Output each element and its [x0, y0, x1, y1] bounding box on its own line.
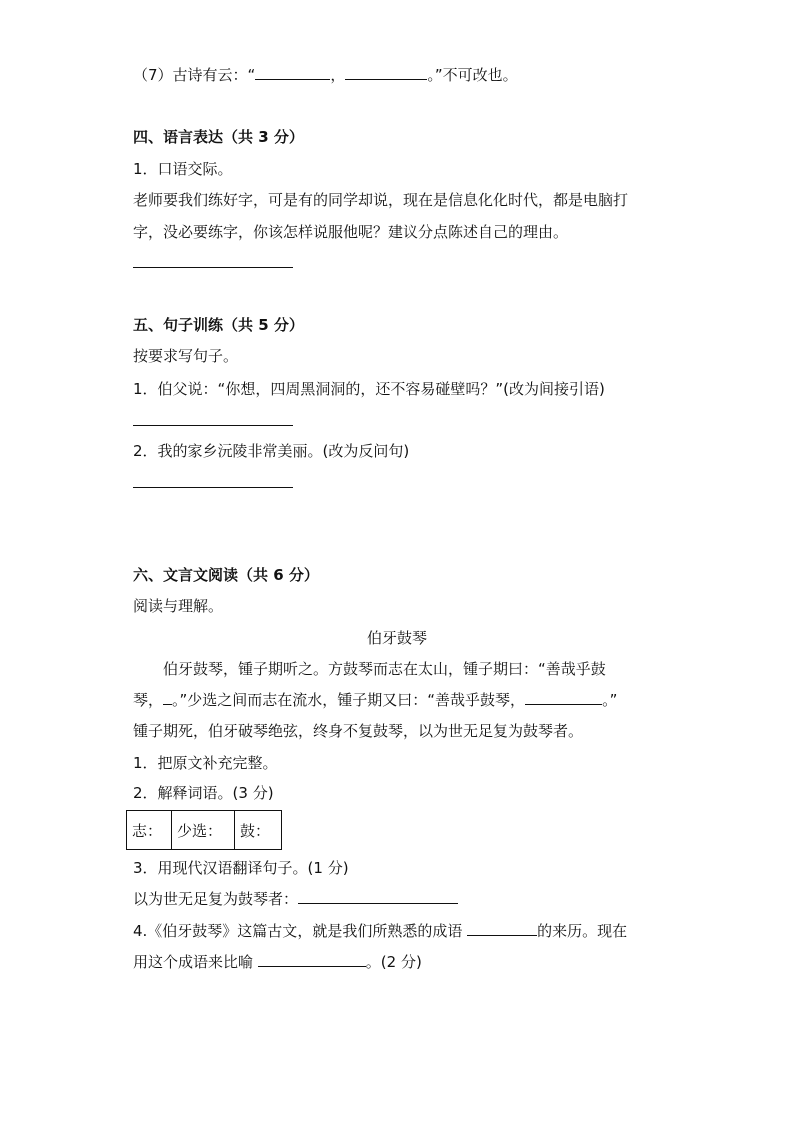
passage-blank-2[interactable]	[525, 690, 602, 705]
passage-title: 伯牙鼓琴	[366, 629, 427, 647]
q4-idiom-blank[interactable]	[467, 921, 537, 936]
q7-suffix: 。”不可改也。	[427, 66, 518, 84]
section6-instruction: 阅读与理解。	[133, 597, 224, 615]
section5-instruction: 按要求写句子。	[133, 347, 239, 365]
section6-q3: 3．用现代汉语翻译句子。(1 分)	[133, 859, 349, 877]
section6-q3-sentence: 以为世无足复为鼓琴者：	[133, 890, 299, 908]
definitions-table	[126, 810, 282, 850]
table-cell-shaoxuan[interactable]: 少选：	[172, 811, 235, 850]
section4-q1-title: 1．口语交际。	[133, 160, 233, 178]
passage-line-1: 伯牙鼓琴，锺子期听之。方鼓琴而志在太山，锺子期曰：“善哉乎鼓	[163, 660, 606, 678]
passage-line-2-mid: 。”少选之间而志在流水，锺子期又曰：“善哉乎鼓琴，	[172, 691, 526, 709]
section6-q4-text-4: 。(2 分)	[365, 953, 422, 971]
passage-line-2	[133, 689, 617, 711]
section6-q4-text-3: 用这个成语来比喻	[133, 953, 258, 971]
section5-q1-answer-line[interactable]	[133, 425, 293, 426]
q7-line	[133, 64, 518, 86]
q7-blank-1[interactable]	[255, 65, 330, 80]
section6-q4-text-2: 的来历。现在	[537, 922, 628, 940]
section5-q2-answer-line[interactable]	[133, 487, 293, 488]
section5-q1: 1．伯父说：“你想，四周黑洞洞的，还不容易碰壁吗？”(改为间接引语)	[133, 380, 605, 398]
section6-title: 六、文言文阅读（共 6 分）	[133, 566, 319, 584]
passage-blank-1[interactable]	[163, 690, 172, 705]
q3-answer-blank[interactable]	[298, 889, 458, 904]
passage-line-2-end: 。”	[602, 691, 618, 709]
table-row	[127, 811, 282, 850]
section5-q2: 2．我的家乡沅陵非常美丽。(改为反问句)	[133, 442, 410, 460]
passage-line-3: 锺子期死，伯牙破琴绝弦，终身不复鼓琴，以为世无足复为鼓琴者。	[133, 722, 584, 740]
q7-blank-2[interactable]	[345, 65, 427, 80]
section6-q1: 1．把原文补充完整。	[133, 754, 278, 772]
table-cell-zhi[interactable]: 志：	[127, 811, 172, 850]
section6-q3-sentence-line	[133, 888, 458, 910]
q7-prefix: （7）古诗有云：“	[133, 66, 256, 84]
section6-q2: 2．解释词语。(3 分)	[133, 784, 274, 802]
section6-q4-text-1: 4.《伯牙鼓琴》这篇古文，就是我们所熟悉的成语	[133, 922, 468, 940]
section6-q4-line2	[133, 951, 422, 973]
q7-comma: ，	[330, 66, 346, 84]
section6-q4-line1	[133, 920, 627, 942]
section4-answer-line[interactable]	[133, 267, 293, 268]
table-cell-gu[interactable]: 鼓：	[235, 811, 282, 850]
section4-title: 四、语言表达（共 3 分）	[133, 128, 304, 146]
section4-text-line2: 字，没必要练字，你该怎样说服他呢？建议分点陈述自己的理由。	[133, 223, 569, 241]
q4-meaning-blank[interactable]	[258, 952, 366, 967]
section4-text-line1: 老师要我们练好字，可是有的同学却说，现在是信息化化时代，都是电脑打	[133, 191, 629, 209]
passage-line-2-start: 琴，	[133, 691, 164, 709]
section5-title: 五、句子训练（共 5 分）	[133, 316, 304, 334]
